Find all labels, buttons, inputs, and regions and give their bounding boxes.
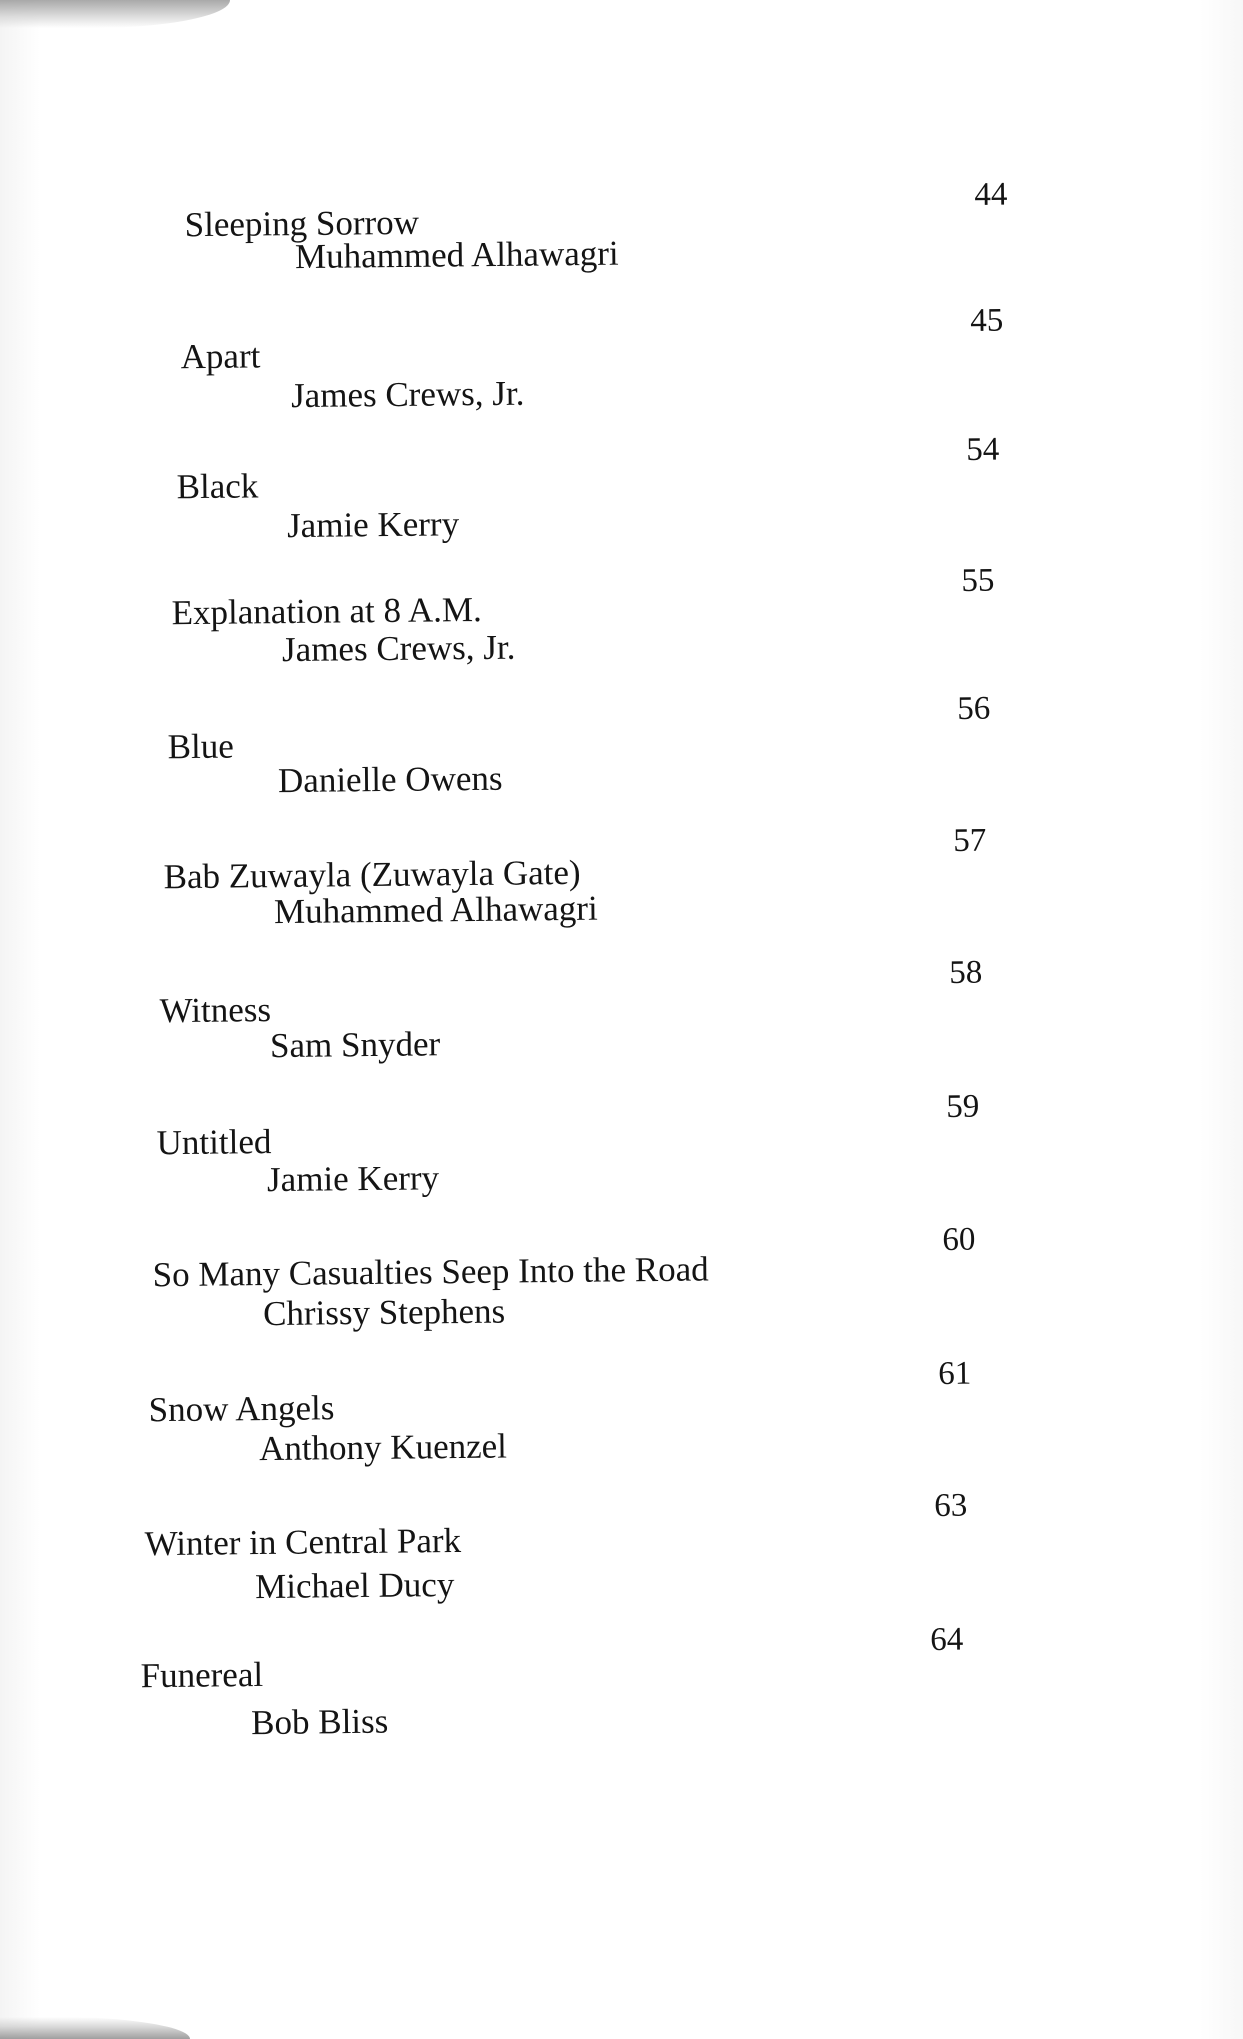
poem-author: Bob Bliss [250,1701,389,1743]
poem-title: Untitled [156,1122,272,1163]
toc-entry [176,431,1177,577]
page-number: 61 [938,1355,972,1392]
poem-title: Explanation at 8 A.M. [171,589,482,633]
page-number: 56 [957,690,991,727]
poem-title: Witness [159,990,272,1031]
poem-title: Blue [167,726,234,767]
page-number: 64 [930,1621,964,1658]
poem-author: James Crews, Jr. [290,373,525,416]
poem-author: Jamie Kerry [266,1158,440,1200]
poem-title: Apart [180,336,261,377]
toc-entry [167,690,1168,837]
poem-author: Jamie Kerry [286,504,460,546]
poem-author: Sam Snyder [269,1024,441,1066]
poem-author: Muhammed Alhawagri [273,888,598,932]
page-number: 60 [942,1221,976,1258]
toc-entry [148,1355,1149,1500]
toc-entry [159,954,1160,1101]
poem-author: James Crews, Jr. [281,627,516,670]
page-number: 44 [974,176,1008,213]
page-number: 57 [953,822,987,859]
toc-entry [163,822,1164,967]
poem-author: Danielle Owens [277,758,503,801]
poem-author: Muhammed Alhawagri [294,233,619,277]
page-number: 55 [961,562,995,599]
poem-title: Winter in Central Park [144,1520,462,1564]
toc-entry [184,176,1185,315]
poem-title: Black [176,466,259,507]
page-number: 54 [966,431,1000,468]
poem-author: Chrissy Stephens [262,1291,506,1334]
toc-entry [152,1221,1153,1365]
poem-title: Sleeping Sorrow [184,202,420,245]
toc-entry [171,562,1172,703]
poem-title: Funereal [140,1654,264,1696]
page-number: 63 [934,1487,968,1524]
toc-entry [144,1487,1145,1634]
toc-entry [156,1088,1157,1233]
page-number: 58 [949,954,983,991]
poem-author: Michael Ducy [254,1564,455,1607]
poem-title: Bab Zuwayla (Zuwayla Gate) [163,852,581,897]
toc-entry [140,1621,1141,1766]
page-number: 45 [970,302,1004,339]
poem-author: Anthony Kuenzel [258,1426,508,1469]
poem-title: Snow Angels [148,1388,335,1430]
page-number: 59 [946,1088,980,1125]
poem-title: So Many Casualties Seep Into the Road [152,1249,709,1295]
toc-entry [180,302,1181,447]
